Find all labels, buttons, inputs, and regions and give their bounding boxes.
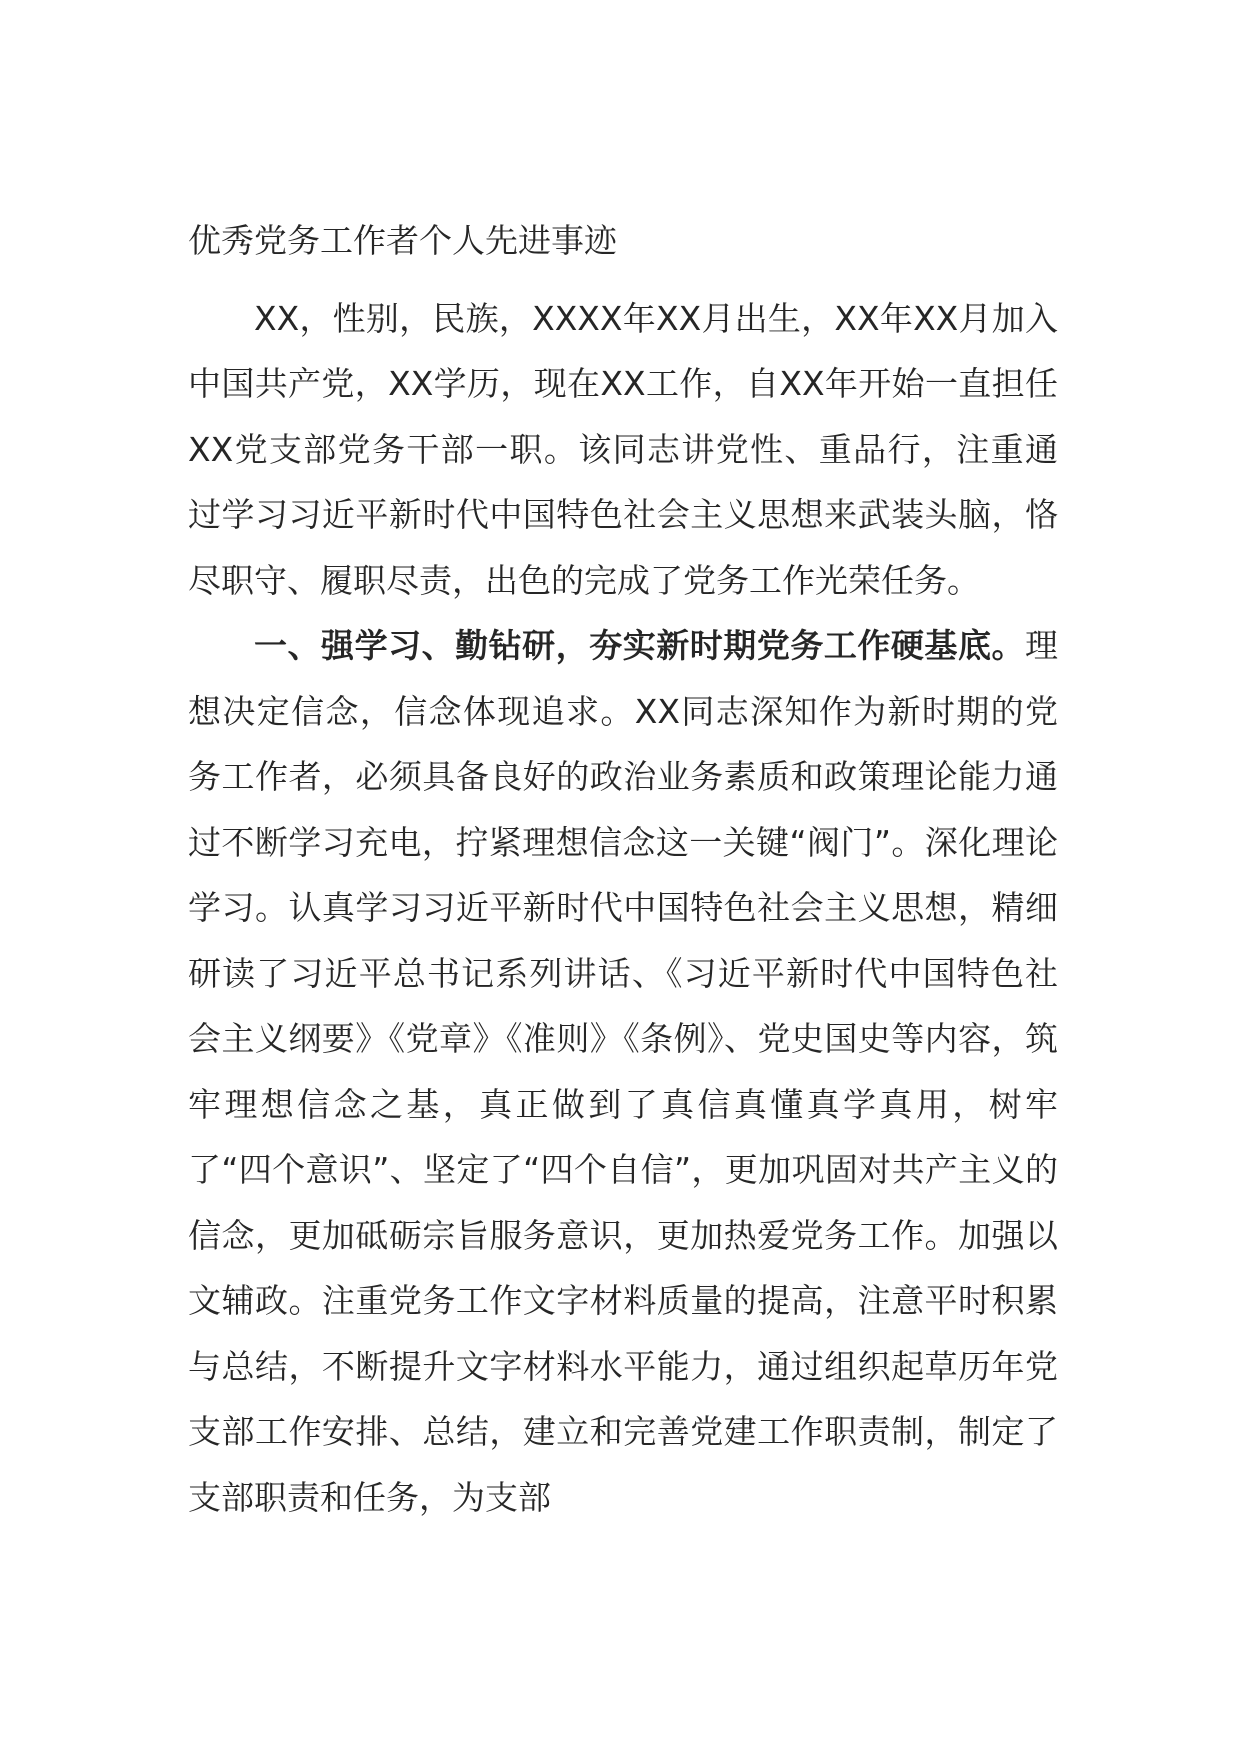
document-title: 优秀党务工作者个人先进事迹 bbox=[188, 221, 617, 260]
intro-paragraph: XX，性别，民族，XXXX年XX月出生，XX年XX月加入中国共产党，XX学历，现在XX工作，自XX年开始一直担任XX党支部党务干部一职。该同志讲党性、重品行，注重通过学习习近平新时代中国特色社会主义思想来武装头脑，恪尽职守、履职尽责，出色的完成了党务工作光荣任务。 bbox=[188, 298, 1058, 600]
section-1-heading: 一、强学习、勤钻研，夯实新时期党务工作硬基底。 bbox=[254, 626, 1025, 665]
section-1-body: 理想决定信念，信念体现追求。XX同志深知作为新时期的党务工作者，必须具备良好的政治业务素质和政策理论能力通过不断学习充电，拧紧理想信念这一关键“阀门”。深化理论学习。认真学习习近平新时代中国特色社会主义思想，精细研读了习近平总书记系列讲话、《习近平新时代中国特色社会主义纲要》《党章》《准则》《条例》、党史国史等内容，筑牢理想信念之基，真正做到了真信真懂真学真用，树牢了“四个意识”、坚定了“四个自信”，更加巩固对共产主义的信念，更加砥砺宗旨服务意识，更加热爱党务工作。加强以文辅政。注重党务工作文字材料质量的提高，注意平时积累与总结，不断提升文字材料水平能力，通过组织起草历年党支部工作安排、总结，建立和完善党建工作职责制，制定了支部职责和任务，为支部 bbox=[188, 626, 1058, 1517]
section-1-paragraph bbox=[188, 613, 1058, 1530]
document-body bbox=[188, 208, 1058, 1530]
